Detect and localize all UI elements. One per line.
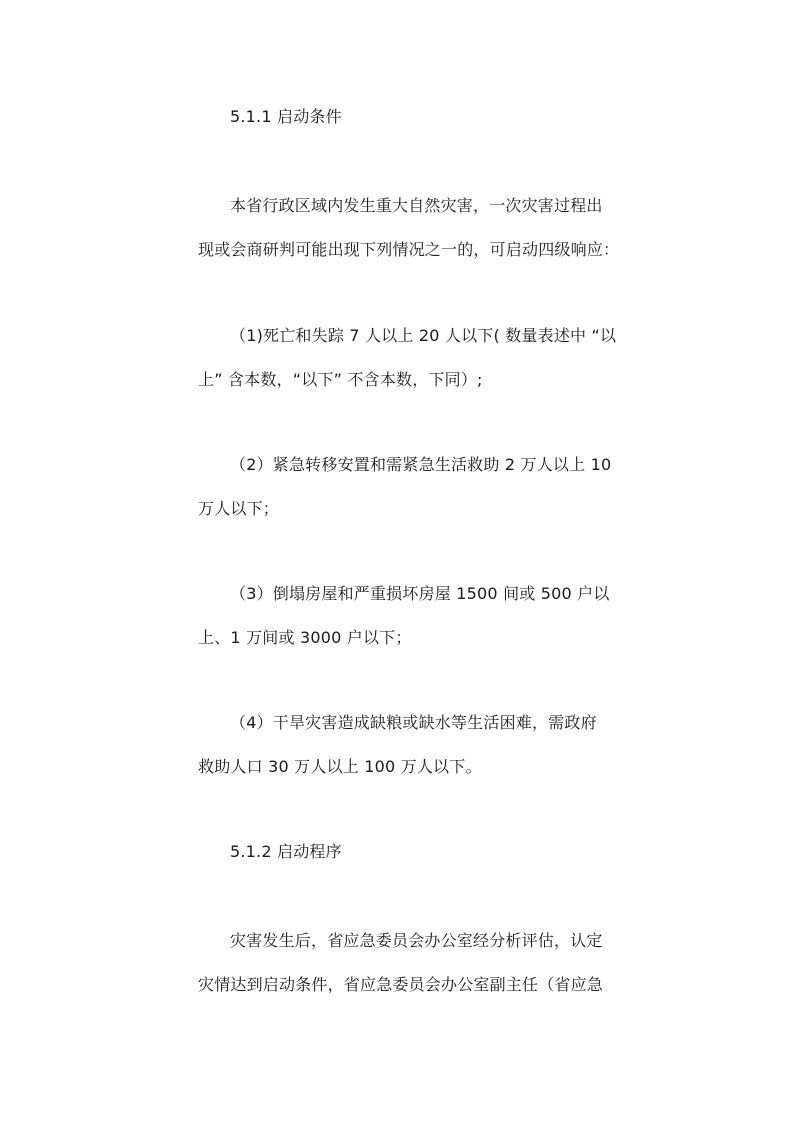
list-item-line: 上、1 万间或 3000 户以下； <box>198 628 412 647</box>
list-item-line: （2）紧急转移安置和需紧急生活救助 2 万人以上 10 <box>230 455 612 474</box>
section-heading-5-1-2 <box>198 830 610 874</box>
list-item-line: 万人以下； <box>198 499 280 518</box>
list-item-4 <box>198 701 610 789</box>
paragraph-start-conditions <box>198 184 620 272</box>
paragraph-line: 本省行政区域内发生重大自然灾害，一次灾害过程出 <box>230 196 603 215</box>
paragraph-line: 灾害发生后，省应急委员会办公室经分析评估，认定 <box>230 931 603 950</box>
heading-text: 5.1.1 启动条件 <box>230 107 342 126</box>
section-heading-5-1-1 <box>198 95 610 139</box>
paragraph-line: 灾情达到启动条件，省应急委员会办公室副主任（省应急 <box>198 975 604 994</box>
paragraph-line: 现或会商研判可能出现下列情况之一的，可启动四级响应： <box>198 240 620 259</box>
heading-text: 5.1.2 启动程序 <box>230 842 342 861</box>
list-item-line: 救助人口 30 万人以上 100 万人以下。 <box>198 757 482 776</box>
paragraph-start-procedure <box>198 919 610 1007</box>
list-item-1 <box>198 314 617 402</box>
list-item-2 <box>198 443 610 531</box>
list-item-line: （3）倒塌房屋和严重损坏房屋 1500 间或 500 户以 <box>230 584 610 603</box>
list-item-3 <box>198 572 610 660</box>
list-item-line: （4）干旱灾害造成缺粮或缺水等生活困难，需政府 <box>230 713 597 732</box>
list-item-line: （1)死亡和失踪 7 人以上 20 人以下( 数量表述中 “以 <box>230 326 617 345</box>
list-item-line: 上” 含本数，“以下” 不含本数，下同）; <box>198 370 483 389</box>
